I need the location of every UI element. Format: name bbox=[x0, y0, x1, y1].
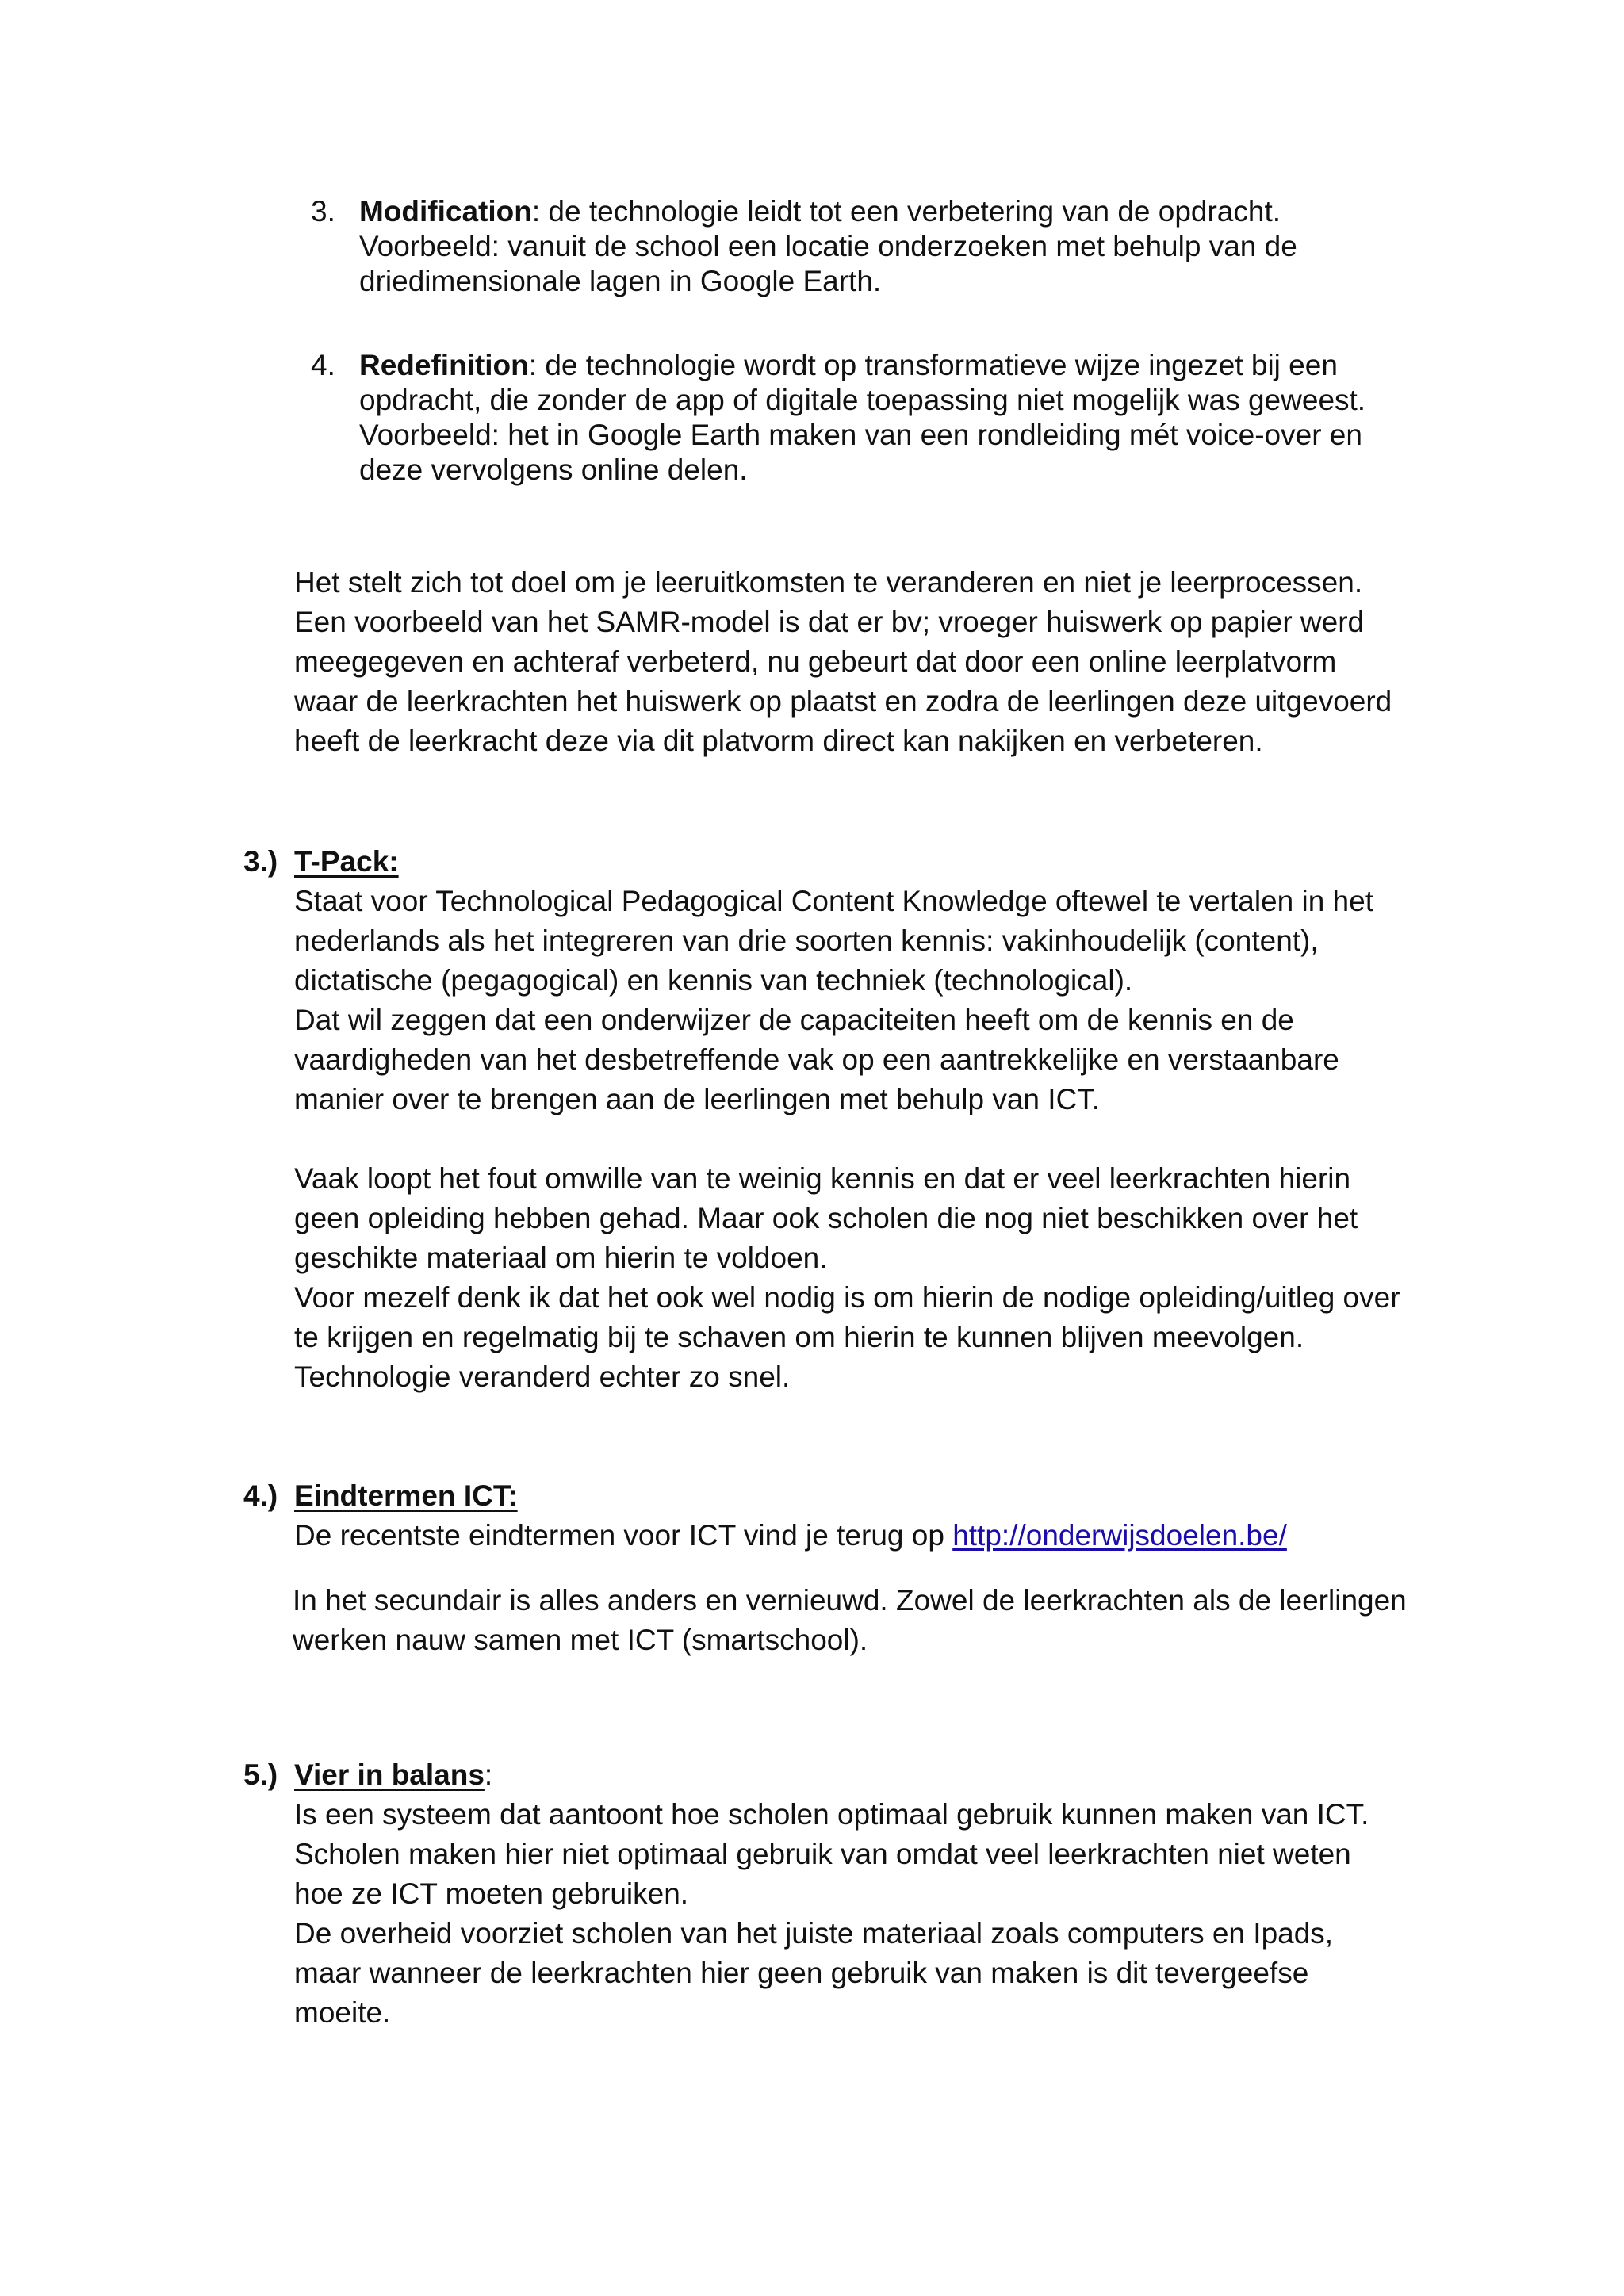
paragraph-line: Voor mezelf denk ik dat het ook wel nodig is om hierin de nodige opleiding/uitleg over bbox=[294, 1281, 1400, 1314]
paragraph-line: te krijgen en regelmatig bij te schaven om hierin te kunnen blijven meevolgen. bbox=[294, 1321, 1304, 1353]
section-number: 3.) bbox=[243, 845, 278, 878]
term-modification: Modification bbox=[359, 195, 532, 228]
section-heading bbox=[294, 842, 399, 882]
paragraph-line: geen opleiding hebben gehad. Maar ook scholen die nog niet beschikken over het bbox=[294, 1202, 1358, 1234]
section-heading bbox=[294, 1476, 518, 1516]
paragraph-line: maar wanneer de leerkrachten hier geen gebruik van maken is dit tevergeefse bbox=[294, 1957, 1309, 1989]
list-item-text: : de technologie leidt tot een verbetering van de opdracht. bbox=[531, 195, 1281, 228]
list-item-line: Voorbeeld: vanuit de school een locatie onderzoeken met behulp van de bbox=[359, 230, 1297, 262]
paragraph-line: Technologie veranderd echter zo snel. bbox=[294, 1360, 791, 1393]
onderwijsdoelen-link[interactable]: http://onderwijsdoelen.be/ bbox=[952, 1519, 1287, 1552]
paragraph-line: hoe ze ICT moeten gebruiken. bbox=[294, 1877, 689, 1910]
link-intro-text: De recentste eindtermen voor ICT vind je terug op bbox=[294, 1519, 953, 1552]
paragraph-line: werken nauw samen met ICT (smartschool). bbox=[293, 1624, 868, 1656]
paragraph-line: nederlands als het integreren van drie soorten kennis: vakinhoudelijk (content), bbox=[294, 924, 1319, 957]
list-item-line: driedimensionale lagen in Google Earth. bbox=[359, 265, 882, 297]
heading-colon: : bbox=[484, 1758, 493, 1791]
paragraph-line: manier over te brengen aan de leerlingen met behulp van ICT. bbox=[294, 1083, 1101, 1115]
paragraph-line: geschikte materiaal om hierin te voldoen. bbox=[294, 1242, 828, 1274]
paragraph-line bbox=[294, 1516, 1287, 1556]
section-title: Eindtermen ICT: bbox=[294, 1479, 518, 1512]
list-item-line: deze vervolgens online delen. bbox=[359, 453, 748, 486]
section-title: T-Pack: bbox=[294, 845, 399, 878]
paragraph-line: moeite. bbox=[294, 1996, 391, 2029]
paragraph-line: heeft de leerkracht deze via dit platvorm direct kan nakijken en verbeteren. bbox=[294, 725, 1263, 757]
paragraph-line: dictatische (pegagogical) en kennis van techniek (technological). bbox=[294, 964, 1133, 997]
list-item-first-line bbox=[359, 192, 1281, 232]
section-number: 4.) bbox=[243, 1479, 278, 1512]
list-item-line: opdracht, die zonder de app of digitale toepassing niet mogelijk was geweest. bbox=[359, 384, 1366, 416]
paragraph-line: Een voorbeeld van het SAMR-model is dat er bv; vroeger huiswerk op papier werd bbox=[294, 606, 1365, 638]
paragraph-line: Staat voor Technological Pedagogical Content Knowledge oftewel te vertalen in het bbox=[294, 885, 1373, 917]
term-redefinition: Redefinition bbox=[359, 349, 529, 381]
paragraph-line: Is een systeem dat aantoont hoe scholen optimaal gebruik kunnen maken van ICT. bbox=[294, 1798, 1369, 1831]
paragraph-line: De overheid voorziet scholen van het juiste materiaal zoals computers en Ipads, bbox=[294, 1917, 1334, 1950]
list-item-line: Voorbeeld: het in Google Earth maken van een rondleiding mét voice-over en bbox=[359, 419, 1362, 451]
paragraph-line: Het stelt zich tot doel om je leeruitkomsten te veranderen en niet je leerprocessen. bbox=[294, 566, 1363, 599]
list-item-first-line bbox=[359, 346, 1338, 385]
list-number: 4. bbox=[311, 349, 335, 381]
paragraph-line: Dat wil zeggen dat een onderwijzer de capaciteiten heeft om de kennis en de bbox=[294, 1004, 1294, 1036]
list-item-text: : de technologie wordt op transformatieve wijze ingezet bij een bbox=[528, 349, 1338, 381]
section-heading bbox=[294, 1755, 492, 1795]
list-number: 3. bbox=[311, 195, 335, 228]
paragraph-line: meegegeven en achteraf verbeterd, nu gebeurt dat door een online leerplatvorm bbox=[294, 645, 1337, 678]
paragraph-line: waar de leerkrachten het huiswerk op plaatst en zodra de leerlingen deze uitgevoerd bbox=[294, 685, 1392, 718]
paragraph-line: vaardigheden van het desbetreffende vak op een aantrekkelijke en verstaanbare bbox=[294, 1043, 1339, 1076]
paragraph-line: Vaak loopt het fout omwille van te weinig kennis en dat er veel leerkrachten hierin bbox=[294, 1162, 1351, 1195]
section-title: Vier in balans bbox=[294, 1758, 485, 1791]
paragraph-line: Scholen maken hier niet optimaal gebruik van omdat veel leerkrachten niet weten bbox=[294, 1838, 1351, 1870]
section-number: 5.) bbox=[243, 1758, 278, 1791]
paragraph-line: In het secundair is alles anders en vernieuwd. Zowel de leerkrachten als de leerlingen bbox=[293, 1584, 1407, 1617]
